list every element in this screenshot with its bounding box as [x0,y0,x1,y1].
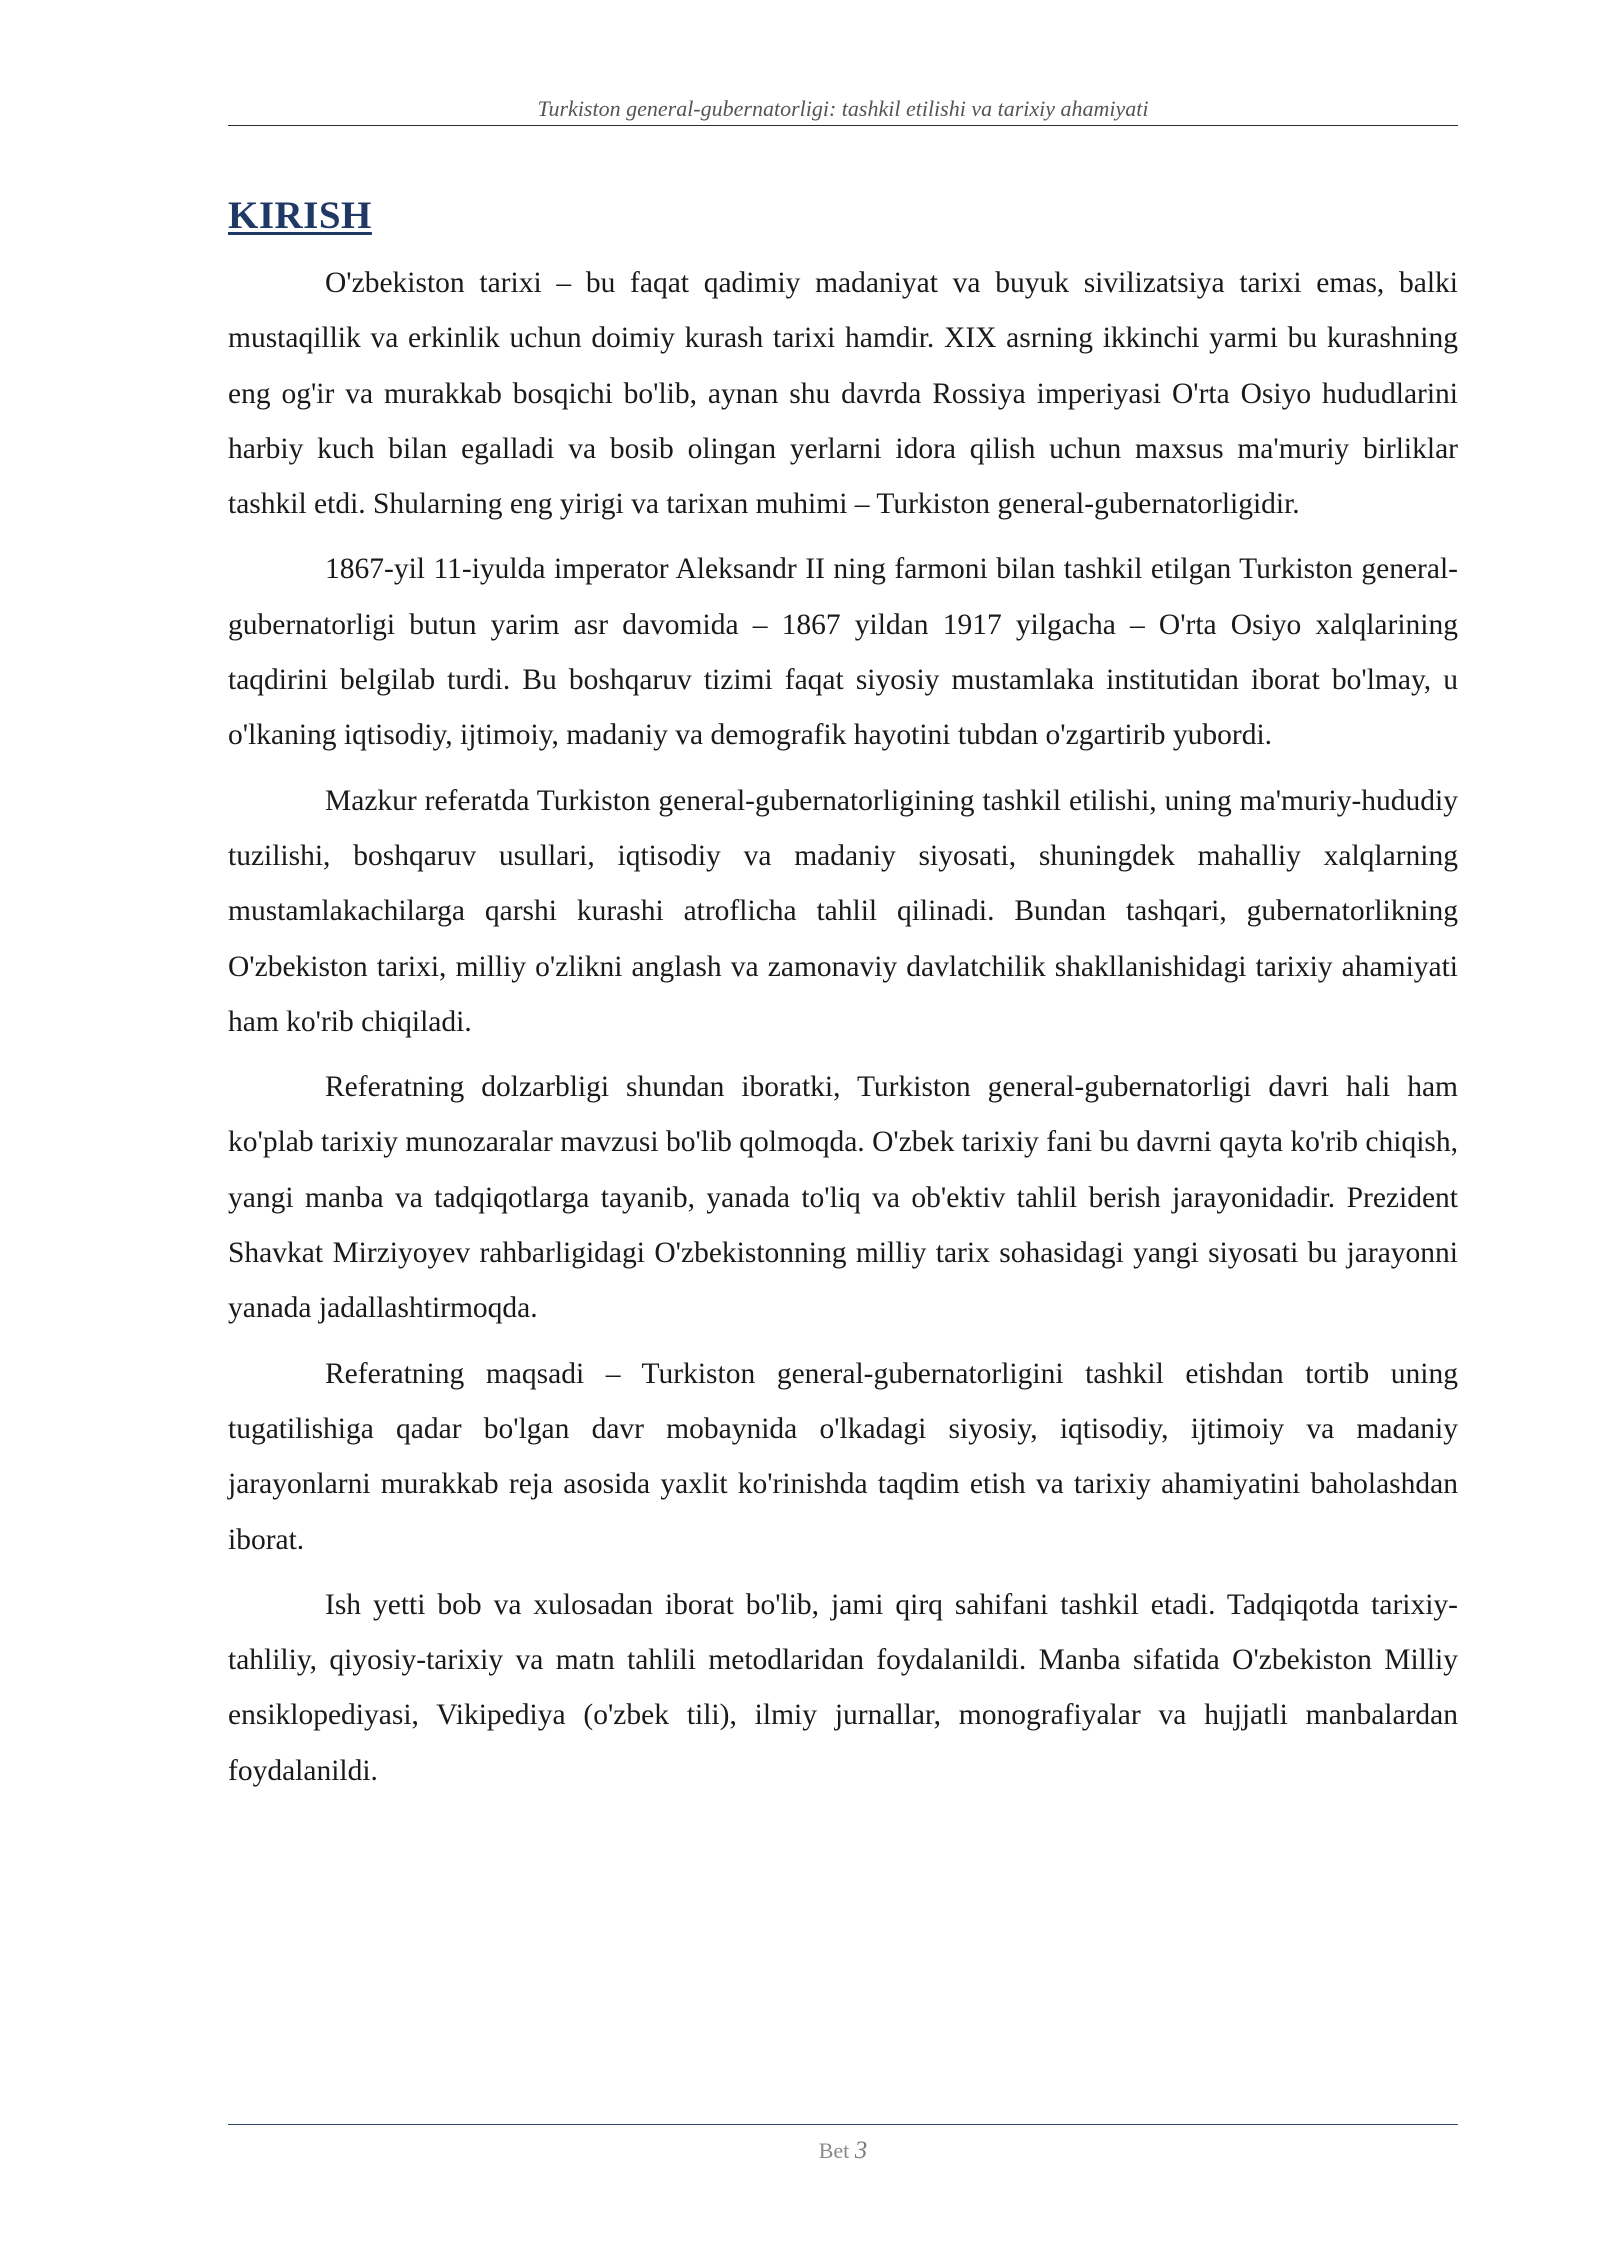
header-divider [228,125,1458,126]
footer-divider [228,2124,1458,2125]
running-header: Turkiston general-gubernatorligi: tashkil etilishi va tarixiy ahamiyati [537,96,1149,121]
page-number [228,2134,1458,2168]
paragraph-6: Ish yetti bob va xulosadan iborat bo'lib, jami qirq sahifani tashkil etadi. Tadqiqotda tarixiy-tahliliy, qiyosiy-tarixiy va matn tahlili metodlaridan foydalanildi. Manba sifatida O'zbekiston Milliy ensiklopediyasi, Vikipediya (o'zbek tili), ilmiy jurnallar, monografiyalar va hujjatli manbalardan foydalanildi. [228,1588,1458,1787]
paragraph-3: Mazkur referatda Turkiston general-gubernatorligining tashkil etilishi, uning ma'muriy-hududiy tuzilishi, boshqaruv usullari, iqtisodiy va madaniy siyosati, shuningdek mahalliy xalqlarning mustamlakachilarga qarshi kurashi atroflicha tahlil qilinadi. Bundan tashqari, gubernatorlikning O'zbekiston tarixi, milliy o'zlikni anglash va zamonaviy davlatchilik shakllanishidagi tarixiy ahamiyati ham ko'rib chiqiladi. [228,784,1458,1038]
paragraph-2: 1867-yil 11-iyulda imperator Aleksandr II ning farmoni bilan tashkil etilgan Turkiston general-gubernatorligi butun yarim asr davomida – 1867 yildan 1917 yilgacha – O'rta Osiyo xalqlarining taqdirini belgilab turdi. Bu boshqaruv tizimi faqat siyosiy mustamlaka institutidan iborat bo'lmay, u o'lkaning iqtisodiy, ijtimoiy, madaniy va demografik hayotini tubdan o'zgartirib yubordi. [228,553,1458,752]
paragraph-5: Referatning maqsadi – Turkiston general-gubernatorligini tashkil etishdan tortib uning tugatilishiga qadar bo'lgan davr mobaynida o'lkadagi siyosiy, iqtisodiy, ijtimoiy va madaniy jarayonlarni murakkab reja asosida yaxlit ko'rinishda taqdim etish va tarixiy ahamiyatini baholashdan iborat. [228,1357,1458,1556]
section-heading: KIRISH [228,194,372,237]
page-number-value: 3 [854,2137,868,2164]
page-label: Bet [818,2138,850,2163]
paragraph-4: Referatning dolzarbligi shundan iboratki, Turkiston general-gubernatorligi davri hali ham ko'plab tarixiy munozaralar mavzusi bo'lib qolmoqda. O'zbek tarixiy fani bu davrni qayta ko'rib chiqish, yangi manba va tadqiqotlarga tayanib, yanada to'liq va ob'ektiv tahlil berish jarayonidadir. Prezident Shavkat Mirziyoyev rahbarligidagi O'zbekistonning milliy tarix sohasidagi yangi siyosati bu jarayonni yanada jadallashtirmoqda. [228,1071,1458,1325]
body-text [228,256,1458,1809]
paragraph-1: O'zbekiston tarixi – bu faqat qadimiy madaniyat va buyuk sivilizatsiya tarixi emas, balki mustaqillik va erkinlik uchun doimiy kurash tarixi hamdir. XIX asrning ikkinchi yarmi bu kurashning eng og'ir va murakkab bosqichi bo'lib, aynan shu davrda Rossiya imperiyasi O'rta Osiyo hududlarini harbiy kuch bilan egalladi va bosib olingan yerlarni idora qilish uchun maxsus ma'muriy birliklar tashkil etdi. Shularning eng yirigi va tarixan muhimi – Turkiston general-gubernatorligidir. [228,267,1458,521]
